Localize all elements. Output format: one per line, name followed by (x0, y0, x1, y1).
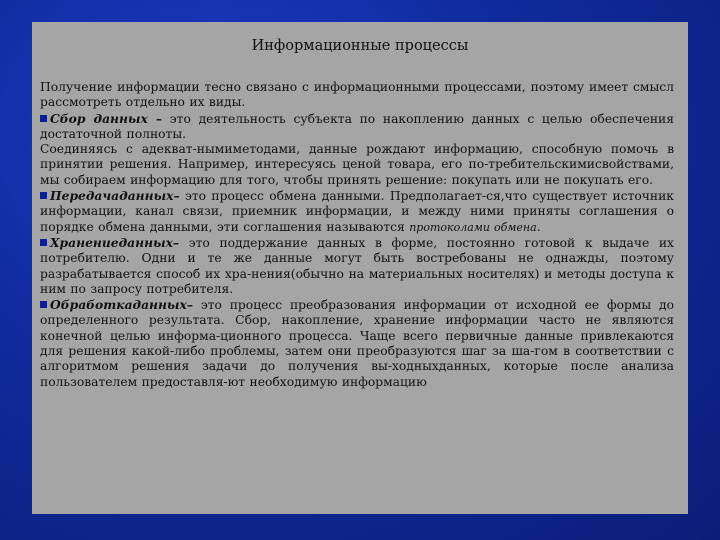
paragraph-intro: Получение информации тесно связано с информационными процессами, поэтому имеет смысл рассмотреть отдельно их виды. (40, 80, 674, 110)
term-data-collection: Сбор данных (50, 110, 148, 126)
term-dash: – (147, 110, 163, 126)
definition-text: это процесс преобразования информации от исходной ее формы до определенного результата. Сбор, накопление, хранение информации часто не являются конечной целью информа-ционного процесса. Чаще всего первичные данные привлекаются для решения какой-либо проблемы, затем они преобразуются шаг за ша-гом в соответствии с алгоритмом решения задачи до получения вы-ходныхданных, которые после анализа пользователем предоставля-ют необходимую информацию (40, 298, 674, 389)
paragraph-data-storage (40, 235, 674, 297)
paragraph-data-transfer (40, 188, 674, 235)
square-bullet-icon (40, 115, 47, 122)
content-panel (32, 22, 688, 514)
term-dash: – (172, 234, 180, 250)
term-data-processing: Обработкаданных (50, 297, 187, 313)
definition-text: это поддержание данных в форме, постоянно готовой к выдаче их потребителю. Одни и те же данные могут быть востребованы не однажды, поэтому разрабатывается способ их хра-нения(обычно на материальных носителях) и методы доступа к ним по запросу потребителя. (40, 235, 674, 296)
protocols-term: протоколами обмена (409, 220, 537, 234)
square-bullet-icon (40, 192, 47, 199)
paragraph-combining: Соединяясь с адекват-нымиметодами, данные рождают информацию, способную помочь в принятии решения. Например, интересуясь ценой товара, его по-требительскимисвойствами, мы собираем информацию для того, чтобы принять решение: покупать или не покупать его. (40, 142, 674, 187)
paragraph-data-collection (40, 111, 674, 143)
paragraph-data-processing (40, 297, 674, 390)
term-data-storage: Хранениеданных (50, 234, 173, 250)
term-data-transfer: Передачаданных (50, 188, 174, 204)
term-dash: – (173, 188, 180, 204)
definition-text: это деятельность субъекта по накоплению данных с целью обеспечения достаточной полноты. (40, 111, 675, 141)
slide-title: Информационные процессы (251, 38, 469, 54)
definition-text: это процесс обмена данными. Предполагает-ся,что существует источник информации, канал связи, приемник информации, и между ними приняты соглашения о порядке обмена данными, эти соглашения называются (40, 189, 674, 234)
term-dash: – (186, 297, 193, 313)
square-bullet-icon (40, 301, 47, 308)
sentence-end: . (536, 219, 541, 234)
square-bullet-icon (40, 239, 47, 246)
slide-body (40, 80, 674, 390)
